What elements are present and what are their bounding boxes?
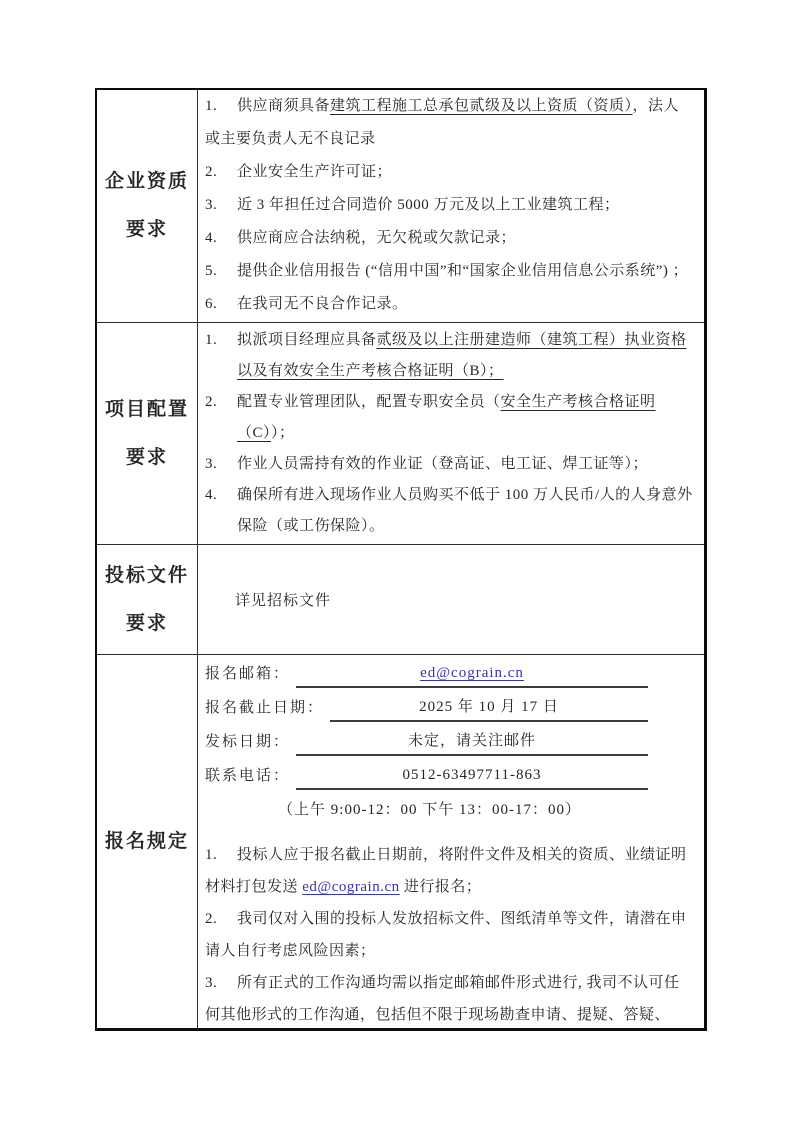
list-item [205,156,694,189]
row-header-line: 报名规定 [104,830,189,852]
list-item [205,449,694,480]
list-item-number: 2. [205,164,218,180]
row-header-bid-document [97,545,198,654]
contact-label: 报名邮箱： [205,666,291,682]
text-segment: ）； [271,425,295,441]
row-header-line: 投标文件 [104,564,189,586]
bid-document-content [198,545,704,654]
text-segment: ，法人或主要负责人无不良记录 [205,98,680,147]
list-item [205,189,694,222]
registration-content [198,655,704,1028]
table-row-registration [97,655,704,1028]
contact-value: 0512-63497711-863 [402,767,542,783]
list-item [205,387,694,449]
row-header-project-config [97,323,198,544]
list-item [205,90,694,156]
tender-requirements-table [95,88,707,1031]
list-item-number: 1. [205,332,218,348]
table-row-bid-document [97,545,704,655]
list-item-number: 3. [205,975,218,991]
list-item [205,839,690,903]
table-row-qualification [97,90,704,323]
fill-in-line [330,693,648,722]
list-item-number: 2. [205,911,218,927]
list-item-number: 3. [205,197,218,213]
contact-value: 未定，请关注邮件 [408,733,537,749]
row-header-line: 要求 [125,612,168,634]
list-item [205,903,690,967]
fill-in-line [296,659,648,688]
text-segment: 提供企业信用报告 (“信用中国”和“国家企业信用信息公示系统”) ； [237,263,689,279]
list-item-number: 2. [205,394,218,410]
text-segment: 作业人员需持有效的作业证（登高证、电工证、焊工证等）； [237,456,649,472]
list-item [205,967,690,1028]
list-item-number: 3. [205,456,218,472]
row-header-qualification [97,90,198,322]
row-header-line: 项目配置 [104,398,189,420]
list-item-number: 4. [205,230,218,246]
underlined-text: 安全生产考核合格证明（C） [237,394,656,441]
text-segment: 供应商应合法纳税，无欠税或欠款记录； [237,230,517,246]
qualification-items [205,90,694,321]
list-item-number: 4. [205,487,218,503]
contact-line [205,657,690,691]
contact-label: 报名截止日期： [205,700,325,716]
text-segment: 近 3 年担任过合同造价 5000 万元及以上工业建筑工程； [237,197,620,213]
list-item [205,480,694,542]
text-segment: 配置专业管理团队，配置专职安全员（ [237,394,501,410]
text-segment: 我司仅对入围的投标人发放招标文件、图纸清单等文件，请潜在申请人自行考虑风险因素； [205,911,687,959]
text-segment: 供应商须具备 [237,98,331,114]
contact-line [205,691,690,725]
email-link[interactable]: ed@cograin.cn [302,879,400,895]
fill-in-line [296,761,648,790]
qualification-content [198,90,704,322]
fill-in-line [296,727,648,756]
underlined-text: 建筑工程施工总承包贰级及以上资质（资质） [330,98,633,114]
list-item-number: 1. [205,847,218,863]
text-segment: 拟派项目经理应具备 [237,332,377,348]
row-header-line: 企业资质 [104,171,189,192]
text-segment: 所有正式的工作沟通均需以指定邮箱邮件形式进行, 我司不认可任何其他形式的工作沟通，包括但不限于现场勘查申请、提疑、答疑、 [205,975,680,1023]
text-segment: 企业安全生产许可证； [237,164,393,180]
contact-label: 发标日期： [205,734,291,750]
list-item-number: 6. [205,296,218,312]
list-item [205,255,694,288]
underlined-text: 贰级及以上注册建造师（建筑工程）执业资格以及有效安全生产考核合格证明（B）； [237,332,687,379]
list-item-number: 1. [205,98,218,114]
row-header-line: 要求 [125,219,168,240]
contact-line [205,759,690,793]
list-item-number: 5. [205,263,218,279]
text-segment: 确保所有进入现场作业人员购买不低于 100 万人民币/人的人身意外保险（或工伤保险）。 [237,487,693,534]
row-header-registration [97,655,198,1028]
text-segment: 在我司无不良合作记录。 [237,296,408,312]
project-config-content [198,323,704,544]
text-segment: 投标人应于报名截止日期前，将附件文件及相关的资质、业绩证明材料打包发送 [205,847,687,895]
list-item [205,288,694,321]
list-item [205,325,694,387]
text-segment: 进行报名； [399,879,482,895]
office-hours-note: （上午 9:00-12：00 下午 13：00-17：00） [278,802,581,818]
registration-items [205,839,690,1028]
registration-contact-block [205,657,690,793]
bid-document-note: 详见招标文件 [235,593,332,609]
contact-value: 2025 年 10 月 17 日 [419,699,559,715]
list-item [205,222,694,255]
contact-label: 联系电话： [205,768,291,784]
row-header-line: 要求 [125,446,168,468]
contact-line [205,725,690,759]
email-link[interactable]: ed@cograin.cn [420,665,524,681]
table-row-project-config [97,323,704,545]
project-config-items [205,325,694,542]
